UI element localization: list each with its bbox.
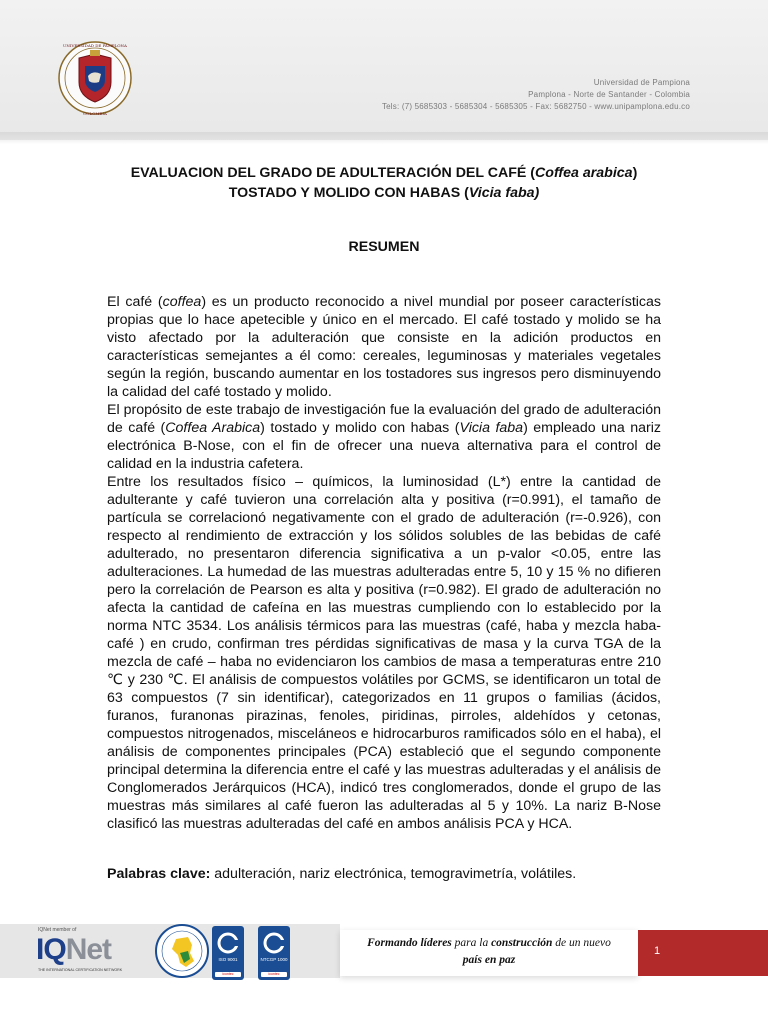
iqnet-tagline: THE INTERNATIONAL CERTIFICATION NETWORK bbox=[38, 968, 123, 972]
keywords-label: Palabras clave: bbox=[107, 866, 211, 882]
university-contact: Tels: (7) 5685303 - 5685304 - 5685305 - Fax: 5682750 - www.unipamplona.edu.co bbox=[381, 102, 690, 111]
university-name: Universidad de Pampiona bbox=[593, 78, 690, 87]
cert-foot-label: icontec bbox=[222, 972, 234, 976]
svg-text:UNIVERSIDAD DE PAMPLONA: UNIVERSIDAD DE PAMPLONA bbox=[63, 43, 127, 48]
title-text: ) bbox=[632, 165, 638, 181]
title-text: TOSTADO Y MOLIDO CON HABAS ( bbox=[228, 185, 469, 201]
abstract-paragraph: El propósito de este trabajo de investigación fue la evaluación del grado de adulteración de café (Coffea Arabica) tostado y molido con habas (Vicia faba) empleado una nariz electrónica B-Nose, con el fin de ofrecer una nueva alternativa para el control de calidad en la industria cafetera. bbox=[107, 402, 661, 472]
page-number: 1 bbox=[654, 945, 661, 957]
colombia-map-seal-icon bbox=[154, 923, 210, 979]
abstract-paragraph: Entre los resultados físico – químicos, la luminosidad (L*) entre la cantidad de adulterante y café tuvieron una correlación alta y positiva (r=0.991), el tamaño de partícula se correlacionó negativamente con el grado de adulteración (r=-0.926), con respecto al rendimiento de extracción y los sólidos solubles de las bebidas de café adulterado, no presentaron diferencia significativa a un p-valor <0.05, entre las adulteraciones. La humedad de las muestras adulteradas entre 5, 10 y 15 % no difieren pero la correlación de Pearson es alta y positiva (r=0.982). El grado de adulteración no afecta la cantidad de cafeína en las muestras cumpliendo con lo establecido por la norma NTC 3534. Los análisis térmicos para las muestras (café, haba y mezcla haba-café ) en crudo, confirman tres pérdidas significativas de masa y la curva TGA de la mezcla de café – haba no evidenciaron los cambios de masa a temperaturas entre 210 ℃ y 230 ℃. El análisis de compuestos volátiles por GCMS, se identificaron un total de 63 compuestos (7 sin identificar), categorizados en 11 grupos o familias (ácidos, furanos, furanonas pirazinas, fenoles, piridinas, pirroles, aldehídos y cetonas, compuestos nitrogenados, misceláneos e hidrocarburos ramificados sólo en el haba), el análisis de componentes principales (PCA) estableció que el segundo componente principal determina la diferencia entre el café y las muestras adulteradas y el análisis de Conglomerados Jerárquicos (HCA), indicó tres conglomerados, donde el grupo de las muestras más similares al café fueron las adulteradas al 5 y 10%. La nariz B-Nose clasificó las muestras adulteradas del café en ambos análisis PCA y HCA. bbox=[107, 474, 661, 832]
cert-label: ISO 9001 bbox=[218, 957, 238, 962]
keywords bbox=[107, 865, 661, 883]
abstract-paragraph: El café (coffea) es un producto reconocido a nivel mundial por poseer características propias que lo hace apetecible y único en el mercado. El café tostado y molido se ha visto afectado por la adulteración que consiste en la adición productos en características semejantes a él como: cereales, leguminosas y materiales vegetales según la región, buscando aumentar en los tostadores sus ingresos pero disminuyendo la calidad del café tostado y molido. bbox=[107, 294, 661, 400]
iso-9001-badge bbox=[212, 926, 244, 980]
title-scientific-name: Coffea arabica bbox=[535, 165, 633, 181]
footer-motto: Formando líderes para la construcción de un nuevo país en paz bbox=[367, 937, 611, 966]
svg-text:COLOMBIA: COLOMBIA bbox=[83, 111, 107, 116]
keywords-list: adulteración, nariz electrónica, temogravimetría, volátiles. bbox=[210, 866, 577, 882]
university-seal-icon bbox=[57, 36, 133, 120]
cert-label: NTCGP 1000 bbox=[260, 957, 288, 962]
header-shadow bbox=[0, 132, 768, 144]
document-title bbox=[80, 163, 688, 203]
title-scientific-name: Vicia faba) bbox=[468, 185, 540, 201]
university-contact-block bbox=[382, 77, 690, 113]
university-location: Pamplona - Norte de Santander - Colombia bbox=[528, 90, 690, 99]
certification-logos bbox=[36, 918, 294, 988]
icontec-ring-icon bbox=[263, 932, 285, 954]
iqnet-small-text: IQNet member of bbox=[38, 927, 77, 933]
abstract-body bbox=[107, 293, 661, 833]
cert-foot-label: icontec bbox=[268, 972, 280, 976]
ntcgp-1000-badge bbox=[258, 926, 290, 980]
section-heading: RESUMEN bbox=[348, 239, 420, 255]
icontec-ring-icon bbox=[217, 932, 239, 954]
iqnet-logo bbox=[36, 924, 139, 976]
title-text: EVALUACION DEL GRADO DE ADULTERACIÓN DEL CAFÉ ( bbox=[130, 165, 536, 181]
iqnet-wordmark: IQNet bbox=[36, 933, 112, 966]
